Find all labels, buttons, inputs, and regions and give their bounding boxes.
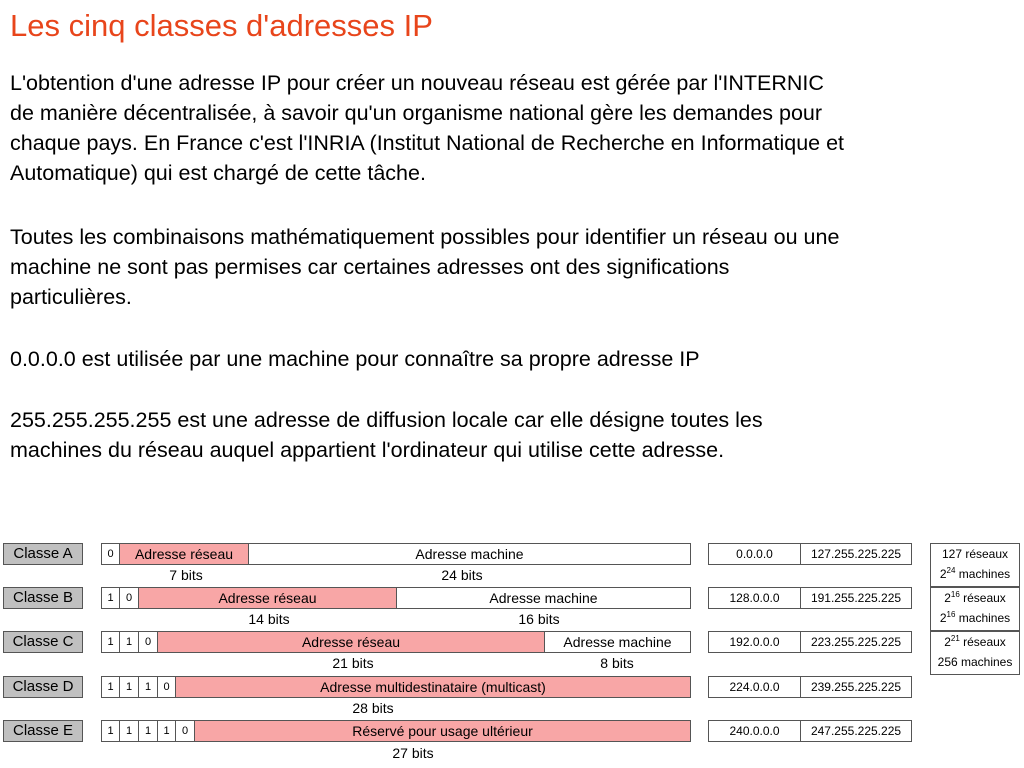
network-bits: 7 bits [169,567,203,583]
prefix-bit: 1 [102,721,120,741]
host-field: Adresse machine [545,632,690,652]
capacity-unit: machines [955,611,1011,625]
text-line: L'obtention d'une adresse IP pour créer un nouveau réseau est gérée par l'INTERNIC [10,71,824,95]
class-label: Classe C [3,631,83,653]
network-field: Adresse réseau [139,588,397,608]
prefix-bit: 1 [139,721,158,741]
network-field: Adresse réseau [158,632,545,652]
range-end: 127.255.225.225 [810,547,902,561]
capacity-networks: 127 réseaux [941,547,1009,561]
host-field: Adresse machine [249,544,690,564]
class-label: Classe A [3,543,83,565]
prefix-bit: 1 [102,588,120,608]
address-format-bar [101,631,691,653]
address-bits: 28 bits [352,700,394,716]
reserved-field: Réservé pour usage ultérieur [195,721,690,741]
power-base: 2 [944,591,951,605]
text-line: 0.0.0.0 est utilisée par une machine pour connaître sa propre adresse IP [10,347,700,371]
text-line: machines du réseau auquel appartient l'ordinateur qui utilise cette adresse. [10,438,725,462]
prefix-bit: 1 [120,632,139,652]
text-line: chaque pays. En France c'est l'INRIA (Institut National de Recherche en Informatique et [10,131,845,155]
address-bits: 27 bits [392,745,434,761]
capacity-networks [931,588,1019,608]
address-range [708,631,912,653]
prefix-bit: 0 [120,588,139,608]
address-format-bar [101,720,691,742]
address-format-bar [101,543,691,565]
capacity-machines: 256 machines [937,655,1013,669]
text-line: Automatique) qui est chargé de cette tâche. [10,161,426,185]
multicast-field: Adresse multidestinataire (multicast) [176,677,690,697]
class-label: Classe D [3,676,83,698]
capacity-unit: réseaux [959,591,1006,605]
address-range [708,543,912,565]
address-range [708,720,912,742]
power-exponent: 21 [950,634,960,643]
range-end: 223.255.225.225 [810,635,902,649]
host-field: Adresse machine [397,588,690,608]
page-title: Les cinq classes d'adresses IP [10,8,433,43]
prefix-bit: 0 [176,721,195,741]
range-end: 239.255.225.225 [810,680,902,694]
prefix-bit: 0 [102,544,120,564]
network-bits: 21 bits [332,655,374,671]
prefix-bit: 0 [139,632,158,652]
capacity-machines [931,608,1019,628]
text-line: machine ne sont pas permises car certaines adresses ont des significations [10,255,730,279]
power-base: 2 [944,635,951,649]
host-bits: 8 bits [600,655,634,671]
prefix-bit: 1 [120,677,139,697]
address-format-bar [101,676,691,698]
capacity-box-class-c [930,631,1020,675]
class-label: Classe B [3,587,83,609]
power-base: 2 [939,611,947,625]
capacity-machines [931,564,1019,584]
text-line: 255.255.255.255 est une adresse de diffusion locale car elle désigne toutes les [10,408,763,432]
paragraph-zero-address [10,344,1015,374]
network-field: Adresse réseau [120,544,249,564]
prefix-bit: 0 [158,677,176,697]
capacity-unit: réseaux [959,635,1006,649]
network-bits: 14 bits [248,611,290,627]
text-line: de manière décentralisée, à savoir qu'un organisme national gère les demandes pour [10,101,823,125]
prefix-bit: 1 [102,632,120,652]
power-exponent: 16 [950,590,960,599]
paragraph-broadcast [10,405,1015,465]
host-bits: 16 bits [518,611,560,627]
power-exponent: 24 [946,566,956,575]
range-start: 240.0.0.0 [709,721,801,741]
text-line: Toutes les combinaisons mathématiquement possibles pour identifier un réseau ou une [10,225,840,249]
host-bits: 24 bits [441,567,483,583]
capacity-box-class-b [930,587,1020,631]
text-line: particulières. [10,285,132,309]
prefix-bit: 1 [158,721,176,741]
class-label: Classe E [3,720,83,742]
address-format-bar [101,587,691,609]
paragraph-combinaisons [10,222,1015,312]
address-range [708,676,912,698]
address-range [708,587,912,609]
range-start: 0.0.0.0 [709,544,801,564]
prefix-bit: 1 [102,677,120,697]
power-base: 2 [939,567,947,581]
capacity-box-class-a [930,543,1020,587]
capacity-unit: machines [955,567,1011,581]
power-exponent: 16 [946,610,956,619]
prefix-bit: 1 [120,721,139,741]
range-start: 128.0.0.0 [709,588,801,608]
range-end: 191.255.225.225 [810,591,902,605]
prefix-bit: 1 [139,677,158,697]
range-start: 224.0.0.0 [709,677,801,697]
range-end: 247.255.225.225 [810,724,902,738]
range-start: 192.0.0.0 [709,632,801,652]
paragraph-internic [10,68,1015,188]
capacity-networks [931,632,1019,652]
